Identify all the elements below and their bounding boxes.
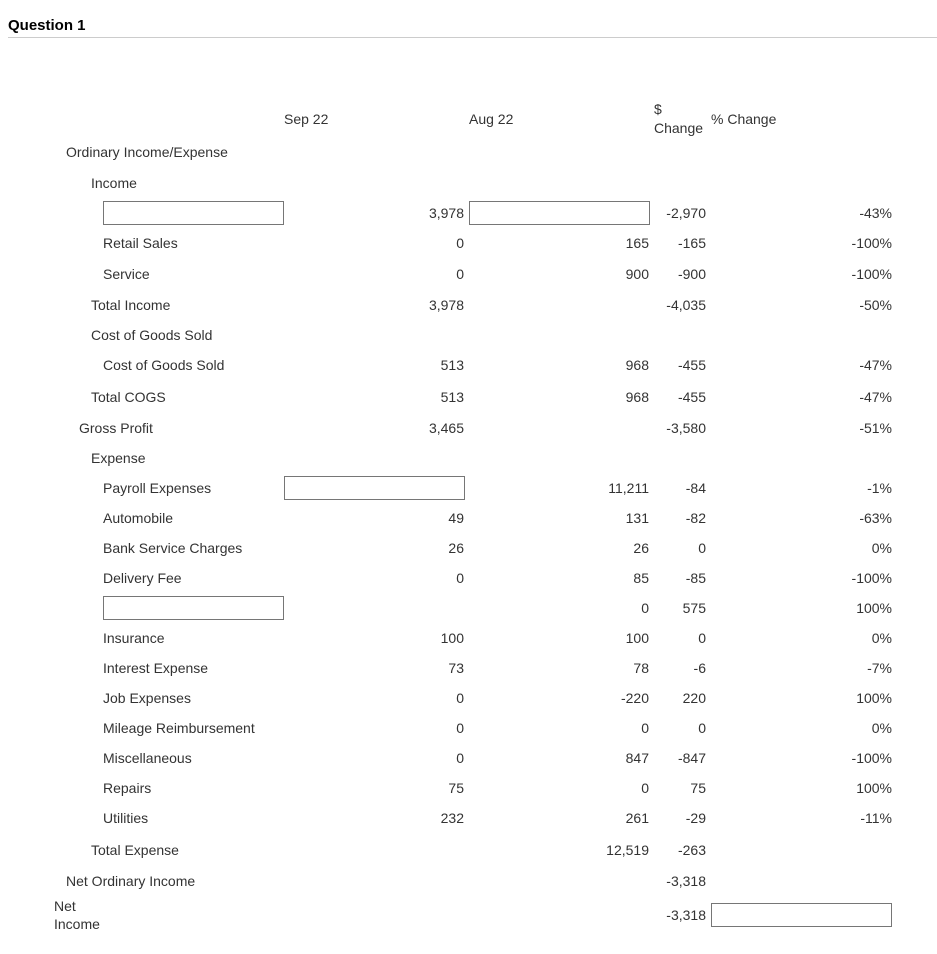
expense-blank-aug: 0	[641, 600, 649, 616]
cogs-aug: 968	[625, 357, 649, 373]
income-account-input[interactable]	[103, 201, 284, 225]
total-expense-aug: 12,519	[606, 842, 649, 858]
total-cogs-dollar: -455	[677, 389, 706, 405]
header-pct-change: % Change	[711, 111, 777, 127]
delivery-sep: 0	[456, 570, 464, 586]
delivery-aug: 85	[633, 570, 649, 586]
total-income-dollar: -4,035	[666, 297, 706, 313]
net-income-pct-input[interactable]	[711, 903, 892, 927]
question-header	[8, 17, 937, 38]
repairs-sep: 75	[448, 780, 464, 796]
income-blank-dollar: -2,970	[666, 205, 706, 221]
utilities-pct: -11%	[860, 810, 892, 826]
retail-sep: 0	[456, 235, 464, 251]
header-sep: Sep 22	[284, 111, 329, 127]
section-ordinary: Ordinary Income/Expense	[66, 144, 228, 160]
payroll-pct: -1%	[867, 480, 892, 496]
interest-aug: 78	[633, 660, 649, 676]
question-title: Question 1	[8, 17, 86, 34]
label-bank: Bank Service Charges	[103, 540, 243, 556]
label-payroll: Payroll Expenses	[103, 480, 212, 496]
misc-sep: 0	[456, 750, 464, 766]
job-dollar: 220	[682, 690, 706, 706]
interest-sep: 73	[448, 660, 464, 676]
bank-sep: 26	[448, 540, 464, 556]
automobile-pct: -63%	[859, 510, 892, 526]
total-cogs-pct: -47%	[859, 389, 892, 405]
cogs-sep: 513	[440, 357, 464, 373]
interest-pct: -7%	[867, 660, 892, 676]
header-aug: Aug 22	[469, 111, 514, 127]
label-retail: Retail Sales	[103, 235, 178, 251]
mileage-dollar: 0	[698, 720, 706, 736]
retail-aug: 165	[625, 235, 649, 251]
label-mileage: Mileage Reimbursement	[103, 720, 255, 736]
job-pct: 100%	[856, 690, 892, 706]
mileage-aug: 0	[641, 720, 649, 736]
misc-dollar: -847	[677, 750, 706, 766]
automobile-sep: 49	[448, 510, 464, 526]
total-income-sep: 3,978	[428, 297, 464, 313]
expense-blank-dollar: 575	[682, 600, 706, 616]
bank-pct: 0%	[871, 540, 892, 556]
insurance-sep: 100	[440, 630, 464, 646]
total-expense-dollar: -263	[677, 842, 706, 858]
label-service: Service	[103, 266, 150, 282]
total-cogs-aug: 968	[625, 389, 649, 405]
label-misc: Miscellaneous	[103, 750, 192, 766]
utilities-dollar: -29	[685, 810, 706, 826]
label-interest: Interest Expense	[103, 660, 209, 676]
service-aug: 900	[625, 266, 649, 282]
service-dollar: -900	[677, 266, 706, 282]
label-insurance: Insurance	[103, 630, 165, 646]
insurance-aug: 100	[625, 630, 649, 646]
cogs-pct: -47%	[859, 357, 892, 373]
expense-account-input[interactable]	[103, 596, 284, 620]
repairs-pct: 100%	[856, 780, 892, 796]
label-total-cogs: Total COGS	[91, 389, 166, 405]
mileage-pct: 0%	[871, 720, 892, 736]
total-cogs-sep: 513	[440, 389, 464, 405]
label-job: Job Expenses	[103, 690, 191, 706]
label-net-income-line1: Net	[54, 898, 76, 914]
automobile-aug: 131	[625, 510, 649, 526]
utilities-sep: 232	[440, 810, 464, 826]
job-aug: -220	[620, 690, 649, 706]
label-automobile: Automobile	[103, 510, 174, 526]
net-ordinary-dollar: -3,318	[666, 873, 706, 889]
gross-profit-dollar: -3,580	[666, 420, 706, 436]
service-sep: 0	[456, 266, 464, 282]
label-total-income: Total Income	[91, 297, 171, 313]
gross-profit-sep: 3,465	[428, 420, 464, 436]
payroll-sep-input[interactable]	[284, 476, 465, 500]
bank-dollar: 0	[698, 540, 706, 556]
total-income-pct: -50%	[859, 297, 892, 313]
label-total-expense: Total Expense	[91, 842, 179, 858]
retail-dollar: -165	[677, 235, 706, 251]
label-net-income-line2: Income	[54, 916, 100, 932]
repairs-aug: 0	[641, 780, 649, 796]
section-income: Income	[91, 175, 137, 191]
label-cogs: Cost of Goods Sold	[103, 357, 225, 373]
misc-aug: 847	[625, 750, 649, 766]
cogs-dollar: -455	[677, 357, 706, 373]
income-blank-pct: -43%	[859, 205, 892, 221]
delivery-pct: -100%	[851, 570, 892, 586]
income-blank-sep: 3,978	[428, 205, 464, 221]
mileage-sep: 0	[456, 720, 464, 736]
insurance-dollar: 0	[698, 630, 706, 646]
repairs-dollar: 75	[690, 780, 706, 796]
interest-dollar: -6	[693, 660, 706, 676]
header-dollar-change: Change	[654, 120, 704, 136]
bank-aug: 26	[633, 540, 649, 556]
label-delivery: Delivery Fee	[103, 570, 182, 586]
income-aug-input[interactable]	[469, 201, 650, 225]
label-gross-profit: Gross Profit	[79, 420, 153, 436]
header-dollar-symbol: $	[654, 101, 662, 117]
service-pct: -100%	[851, 266, 892, 282]
label-utilities: Utilities	[103, 810, 149, 826]
payroll-dollar: -84	[685, 480, 706, 496]
utilities-aug: 261	[625, 810, 649, 826]
automobile-dollar: -82	[685, 510, 706, 526]
misc-pct: -100%	[851, 750, 892, 766]
expense-blank-pct: 100%	[856, 600, 892, 616]
payroll-aug: 11,211	[608, 480, 649, 496]
insurance-pct: 0%	[871, 630, 892, 646]
label-net-ordinary: Net Ordinary Income	[66, 873, 196, 889]
delivery-dollar: -85	[685, 570, 706, 586]
section-cogs: Cost of Goods Sold	[91, 327, 213, 343]
section-expense: Expense	[91, 450, 146, 466]
gross-profit-pct: -51%	[859, 420, 892, 436]
job-sep: 0	[456, 690, 464, 706]
retail-pct: -100%	[851, 235, 892, 251]
net-income-dollar: -3,318	[666, 907, 706, 923]
label-repairs: Repairs	[103, 780, 152, 796]
